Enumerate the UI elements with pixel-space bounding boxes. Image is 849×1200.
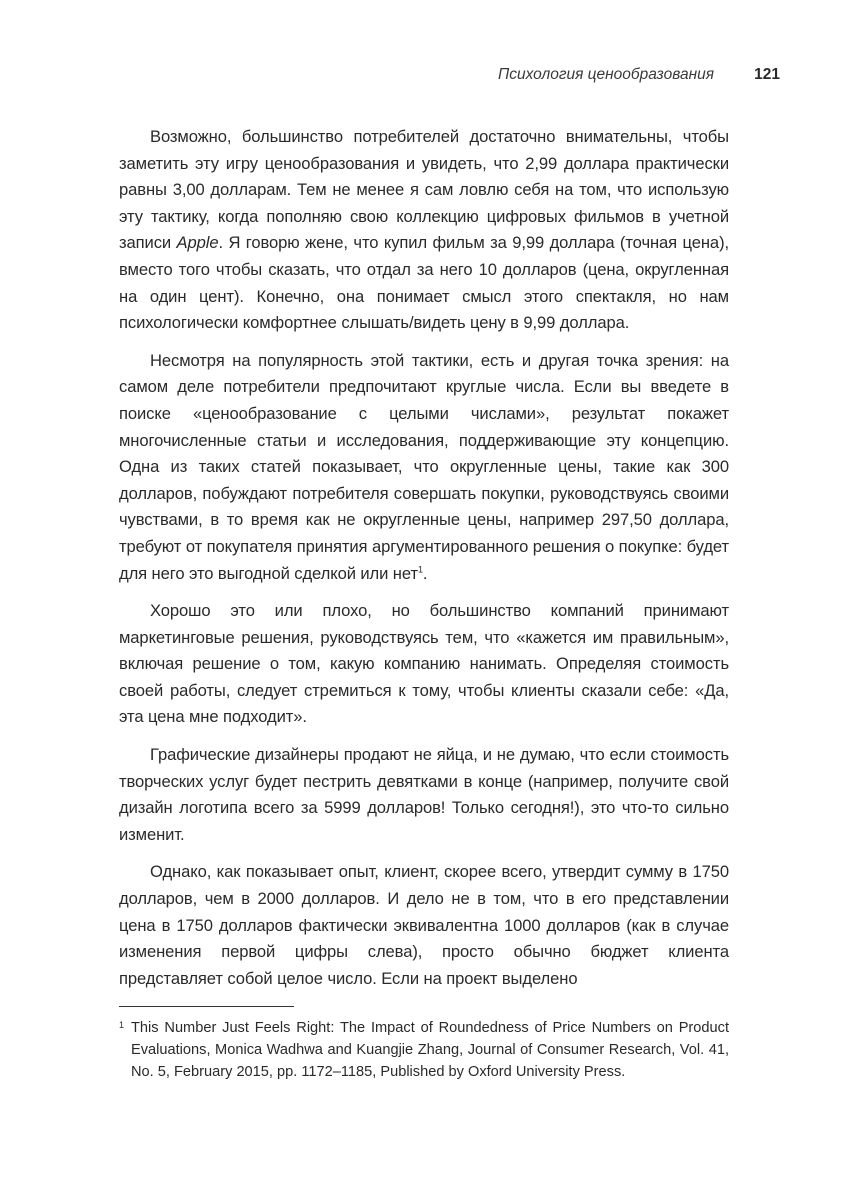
footnote-text: This Number Just Feels Right: The Impact of Roundedness of Price Numbers on Product Evaluations, Monica Wadhwa and Kuangjie Zhang, Journal of Consumer Research, Vol. 41, No. 5, February 2015, pp. 1172–1185, Published by Oxford University Press. [131, 1020, 729, 1080]
body-text [119, 124, 729, 1003]
paragraph-2 [119, 348, 729, 587]
paragraph-text: Несмотря на популярность этой тактики, есть и другая точка зрения: на самом деле потребители предпочитают круглые числа. Если вы введете в поиске «ценообразование с целыми числами», результат покажет многочисленные статьи и исследования, поддерживающие эту концепцию. Одна из таких статей показывает, что округленные цены, такие как 300 долларов, побуждают потребителя совершать покупки, руководствуясь своими чувствами, в то время как не округленные цены, например 297,50 доллара, требуют от покупателя принятия аргументированного решения о покупке: будет для него это выгодной сделкой или нет [119, 350, 729, 583]
chapter-title: Психология ценообразования [498, 66, 714, 83]
footnote [119, 1017, 729, 1083]
paragraph-text: Возможно, большинство потребителей достаточно внимательны, чтобы заметить эту игру ценообразования и увидеть, что 2,99 доллара практически равны 3,00 долларам. Тем не менее я сам ловлю себя на том, что использую эту тактику, когда пополняю свою коллекцию цифровых фильмов в учетной записи [119, 127, 729, 253]
paragraph-4: Графические дизайнеры продают не яйца, и не думаю, что если стоимость творческих услуг будет пестрить девятками в конце (например, получите свой дизайн логотипа всего за 5999 долларов! Только сегодня!), это что-то сильно изменит. [119, 745, 729, 844]
paragraph-text: . [422, 563, 428, 583]
paragraph-5: Однако, как показывает опыт, клиент, скорее всего, утвердит сумму в 1750 долларов, чем в 2000 долларов. И дело не в том, что в его представлении цена в 1750 долларов фактически эквивалентна 1000 долларов (как в случае изменения первой цифры слева), просто обычно бюджет клиента представляет собой целое число. Если на проект выделено [119, 862, 729, 988]
page-number: 121 [754, 66, 780, 83]
paragraph-text: . Я говорю жене, что купил фильм за 9,99 доллара (точная цена), вместо того чтобы сказать, что отдал за него 10 долларов (цена, округленная на один цент). Конечно, она понимает смысл этого спектакля, но нам психологически комфортнее слышать/видеть цену в 9,99 доллара. [119, 233, 729, 333]
paragraph-1 [119, 124, 729, 337]
footnote-divider [119, 1006, 294, 1007]
running-head [0, 66, 780, 90]
footnote-mark: 1 [119, 1020, 125, 1030]
paragraph-3: Хорошо это или плохо, но большинство компаний принимают маркетинговые решения, руководствуясь тем, что «кажется им правильным», включая решение о том, какую компанию нанимать. Определяя стоимость своей работы, следует стремиться к тому, чтобы клиенты сказали себе: «Да, эта цена мне подходит». [119, 601, 729, 727]
footnote-reference[interactable]: 1 [417, 563, 423, 574]
italic-term: Apple [176, 233, 219, 253]
